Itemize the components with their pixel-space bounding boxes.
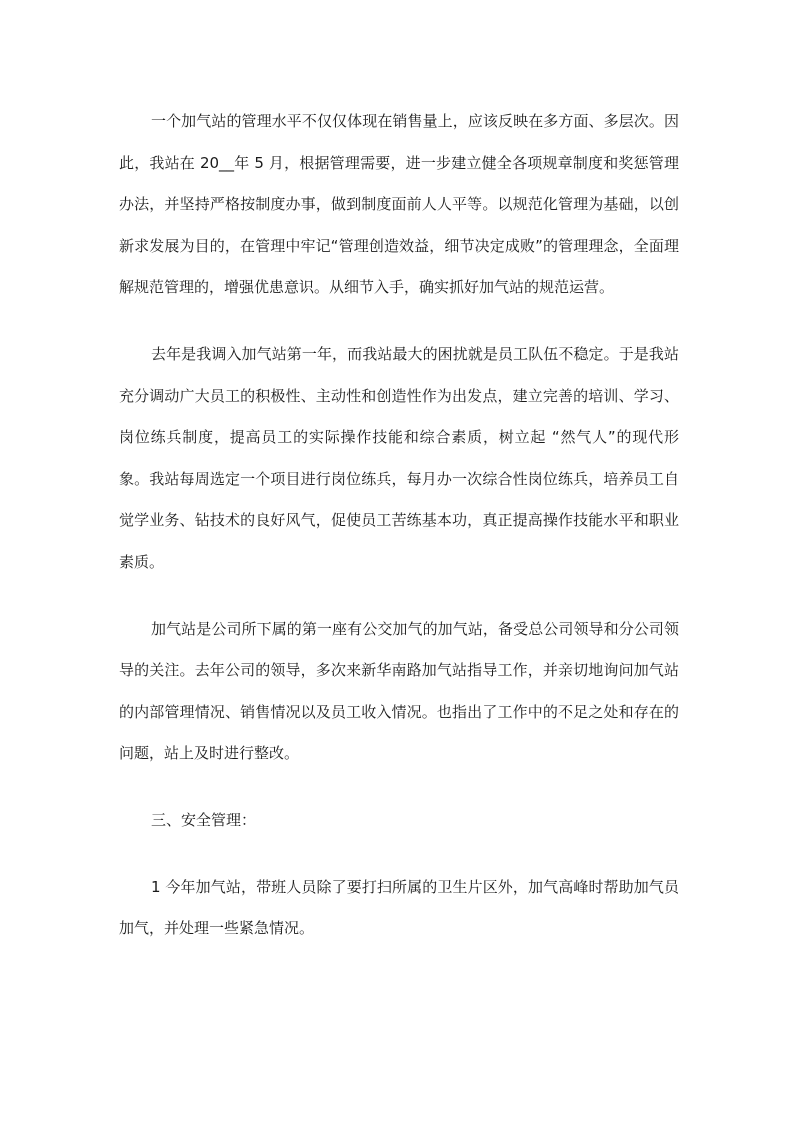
section-heading-safety-management: 三、安全管理： bbox=[151, 810, 257, 829]
paragraph-leadership-attention: 加气站是公司所下属的第一座有公交加气的加气站，备受总公司领导和分公司领导的关注。去年公司的领导，多次来新华南路加气站指导工作，并亲切地询问加气站的内部管理情况、销售情况以及员工收入情况。也指出了工作中的不足之处和存在的问题，站上及时进行整改。 bbox=[119, 619, 679, 763]
paragraph-staff-training: 去年是我调入加气站第一年，而我站最大的困扰就是员工队伍不稳定。于是我站充分调动广大员工的积极性、主动性和创造性作为出发点，建立完善的培训、学习、岗位练兵制度，提高员工的实际操作技能和综合素质，树立起 “然气人”的现代形象。我站每周选定一个项目进行岗位练兵，每月办一次综合性岗位练兵，培养员工自觉学业务、钻技术的良好风气，促使员工苦练基本功，真正提高操作技能水平和职业素质。 bbox=[119, 344, 679, 571]
paragraph-management-level: 一个加气站的管理水平不仅仅体现在销售量上，应该反映在多方面、多层次。因此，我站在 20__年 5 月，根据管理需要，进一步建立健全各项规章制度和奖惩管理办法，并坚持严格按制度办事，做到制度面前人人平等。以规范化管理为基础，以创新求发展为目的，在管理中牢记“管理创造效益，细节决定成败”的管理理念，全面理解规范管理的，增强优患意识。从细节入手，确实抓好加气站的规范运营。 bbox=[119, 112, 679, 297]
paragraph-safety-item-1: 1 今年加气站，带班人员除了要打扫所属的卫生片区外，加气高峰时帮助加气员加气，并处理一些紧急情况。 bbox=[119, 877, 679, 938]
document-body bbox=[119, 101, 679, 975]
